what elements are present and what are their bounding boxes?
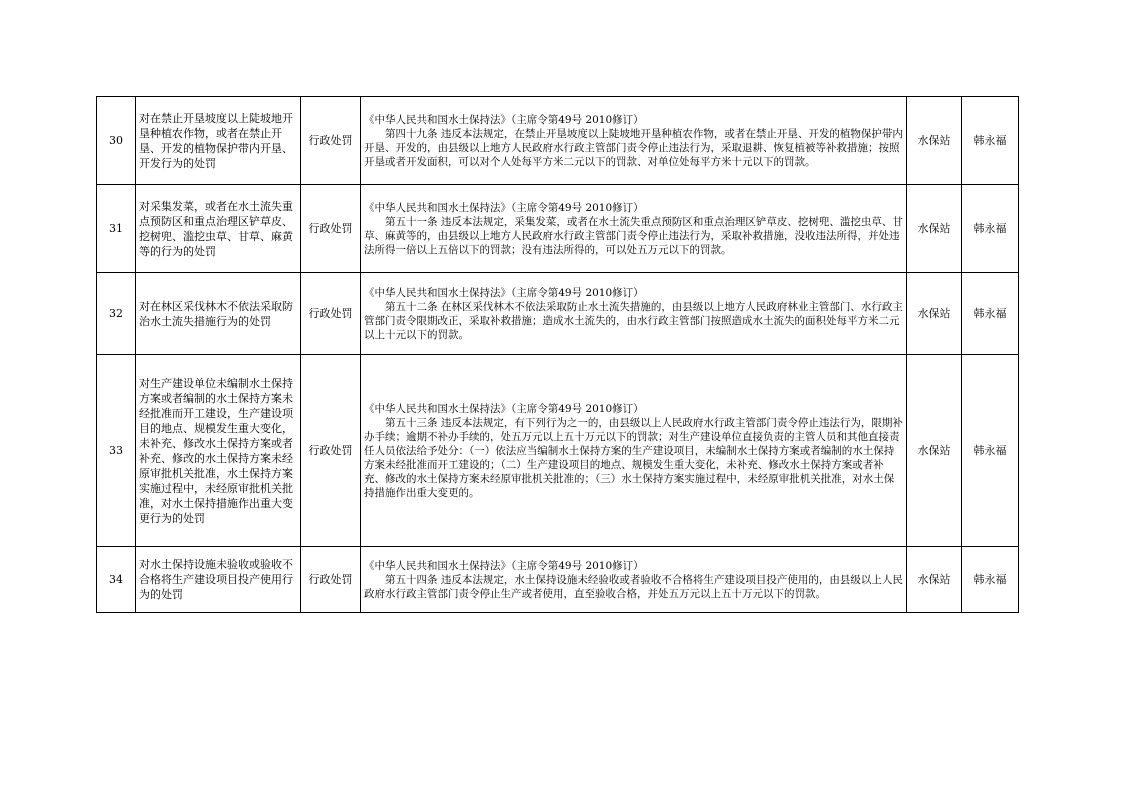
responsible-person: 韩永福 xyxy=(962,355,1019,547)
responsible-person: 韩永福 xyxy=(962,273,1019,355)
item-name: 对采集发菜，或者在水土流失重点预防区和重点治理区铲草皮、挖树兜、滥挖虫草、甘草、麻黄等的行为的处罚 xyxy=(136,185,301,273)
penalty-table xyxy=(96,96,1019,613)
row-number: 31 xyxy=(97,185,136,273)
law-article: 第四十九条 违反本法规定，在禁止开垦坡度以上陡坡地开垦种植农作物，或者在禁止开垦、开发的植物保护带内开垦、开发的，由县级以上地方人民政府水行政主管部门责令停止违法行为，采取退耕、恢复植被等补救措施；按照开垦或者开发面积，可以对个人处每平方米二元以下的罚款、对单位处每平方米十元以下的罚款。 xyxy=(364,127,903,168)
law-title: 《中华人民共和国水土保持法》（主席令第49号 2010修订） xyxy=(364,402,644,415)
responsible-person: 韩永福 xyxy=(962,185,1019,273)
department: 水保站 xyxy=(907,185,962,273)
legal-basis xyxy=(361,547,907,613)
department: 水保站 xyxy=(907,273,962,355)
law-article: 第五十二条 在林区采伐林木不依法采取防止水土流失措施的，由县级以上地方人民政府林业主管部门、水行政主管部门责令限期改正，采取补救措施；造成水土流失的，由水行政主管部门按照造成水土流失的面积处每平方米二元以上十元以下的罚款。 xyxy=(364,300,903,341)
item-type: 行政处罚 xyxy=(301,273,361,355)
responsible-person: 韩永福 xyxy=(962,97,1019,185)
department: 水保站 xyxy=(907,547,962,613)
law-article: 第五十三条 违反本法规定，有下列行为之一的，由县级以上人民政府水行政主管部门责令停止违法行为，限期补办手续；逾期不补办手续的，处五万元以上五十万元以下的罚款；对生产建设单位直接负责的主管人员和其他直接责任人员依法给予处分：（一）依法应当编制水土保持方案的生产建设项目，未编制水土保持方案或者编制的水土保持方案未经批准而开工建设的；（二）生产建设项目的地点、规模发生重大变化，未补充、修改水土保持方案或者补充、修改的水土保持方案未经原审批机关批准的；（三）水土保持方案实施过程中，未经原审批机关批准，对水土保持措施作出重大变更的。 xyxy=(364,416,903,499)
law-title: 《中华人民共和国水土保持法》（主席令第49号 2010修订） xyxy=(364,113,644,126)
table-row xyxy=(97,185,1019,273)
item-type: 行政处罚 xyxy=(301,185,361,273)
legal-basis xyxy=(361,273,907,355)
item-name: 对在林区采伐林木不依法采取防治水土流失措施行为的处罚 xyxy=(136,273,301,355)
item-name: 对生产建设单位未编制水土保持方案或者编制的水土保持方案未经批准而开工建设，生产建设项目的地点、规模发生重大变化，未补充、修改水土保持方案或者补充、修改的水土保持方案未经原审批机关批准，水土保持方案实施过程中，未经原审批机关批准，对水土保持措施作出重大变更行为的处罚 xyxy=(136,355,301,547)
row-number: 33 xyxy=(97,355,136,547)
item-name: 对在禁止开垦坡度以上陡坡地开垦种植农作物，或者在禁止开垦、开发的植物保护带内开垦、开发行为的处罚 xyxy=(136,97,301,185)
law-title: 《中华人民共和国水土保持法》（主席令第49号 2010修订） xyxy=(364,286,644,299)
law-article: 第五十一条 违反本法规定，采集发菜，或者在水土流失重点预防区和重点治理区铲草皮、挖树兜、滥挖虫草、甘草、麻黄等的，由县级以上地方人民政府水行政主管部门责令停止违法行为，采取补救措施，没收违法所得，并处违法所得一倍以上五倍以下的罚款；没有违法所得的，可以处五万元以下的罚款。 xyxy=(364,215,903,256)
item-type: 行政处罚 xyxy=(301,547,361,613)
responsible-person: 韩永福 xyxy=(962,547,1019,613)
law-title: 《中华人民共和国水土保持法》（主席令第49号 2010修订） xyxy=(364,201,644,214)
row-number: 34 xyxy=(97,547,136,613)
item-type: 行政处罚 xyxy=(301,97,361,185)
law-title: 《中华人民共和国水土保持法》（主席令第49号 2010修订） xyxy=(364,559,644,572)
item-name: 对水土保持设施未验收或验收不合格将生产建设项目投产使用行为的处罚 xyxy=(136,547,301,613)
table-row xyxy=(97,273,1019,355)
table-row xyxy=(97,355,1019,547)
legal-basis xyxy=(361,97,907,185)
table-row xyxy=(97,547,1019,613)
legal-basis xyxy=(361,355,907,547)
department: 水保站 xyxy=(907,355,962,547)
legal-basis xyxy=(361,185,907,273)
table-row xyxy=(97,97,1019,185)
row-number: 30 xyxy=(97,97,136,185)
law-article: 第五十四条 违反本法规定，水土保持设施未经验收或者验收不合格将生产建设项目投产使用的，由县级以上人民政府水行政主管部门责令停止生产或者使用，直至验收合格，并处五万元以上五十万元以下的罚款。 xyxy=(364,573,903,600)
department: 水保站 xyxy=(907,97,962,185)
item-type: 行政处罚 xyxy=(301,355,361,547)
row-number: 32 xyxy=(97,273,136,355)
